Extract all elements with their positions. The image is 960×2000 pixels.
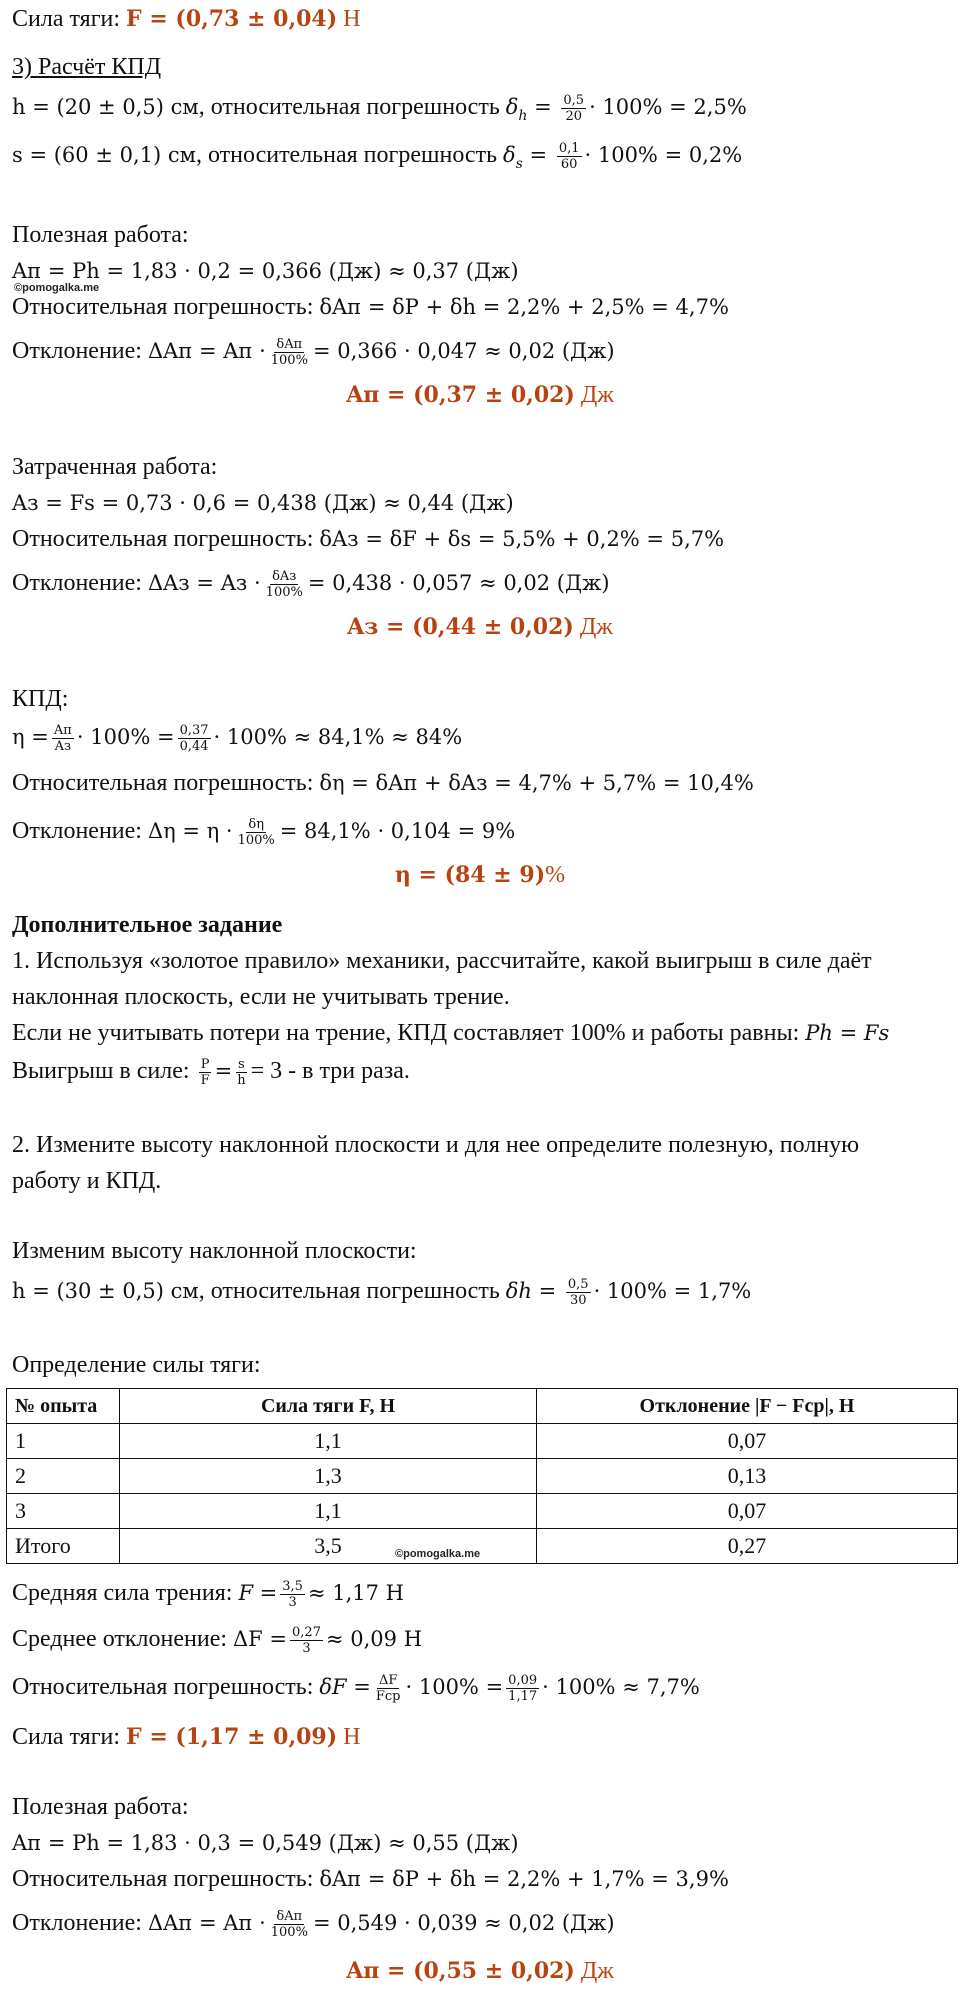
table-total-row: Итого 3,5 0,27	[7, 1529, 958, 1564]
table-header-row	[7, 1389, 958, 1424]
efficiency-deviation: Отклонение: Δη = η · $\frac{\delta\eta}{100\%}$ = 84,1% · 0,104 = 9%	[12, 816, 516, 848]
useful-2-deviation: Отклонение: ΔAп = Aп · $\frac{\text{δAп}}{100\%}$ = 0,549 · 0,039 ≈ 0,02 (Дж)	[12, 1908, 615, 1940]
spent-rel-error: Относительная погрешность: δAз = δF + δs = 5,5% + 0,2% = 5,7%	[12, 526, 725, 552]
section-heading: 3) Расчёт КПД	[12, 54, 162, 80]
force-gain: Выигрыш в силе: $\frac{P}{F}$ = $\frac{s}{h}$ = 3 - в три раза.	[12, 1056, 410, 1088]
s-line: s = (60 ± 0,1) см, относительная погрешность $\delta_s$ = $\frac{0,1}{60}$ · 100% = 0,2%	[12, 140, 743, 172]
col-header-trial: № опыта	[7, 1389, 120, 1424]
useful-work-2-formula: Aп = Ph = 1,83 · 0,3 = 0,549 (Дж) ≈ 0,55 (Дж)	[12, 1831, 519, 1855]
useful-rel-error: Относительная погрешность: δAп = δP + δh = 2,2% + 2,5% = 4,7%	[12, 294, 729, 320]
question-2-line1: 2. Измените высоту наклонной плоскости и для нее определите полезную, полную	[12, 1132, 860, 1158]
average-force: Средняя сила трения: F = $\frac{3,5}{3}$ ≈ 1,17 Н	[12, 1578, 404, 1610]
average-deviation: Среднее отклонение: ΔF = $\frac{0,27}{3}$ ≈ 0,09 Н	[12, 1624, 423, 1656]
force-rel-error: Относительная погрешность: δF = $\frac{\Delta F}{\text{Fcp}}$ · 100% = $\frac{0,09}{1,17}$ · 100% ≈ 7,7%	[12, 1672, 700, 1704]
height-change-title: Изменим высоту наклонной плоскости:	[12, 1238, 417, 1264]
efficiency-result: η = (84 ± 9)%	[394, 862, 566, 888]
watermark: ©pomogalka.me	[14, 282, 100, 294]
useful-2-result: Aп = (0,55 ± 0,02) Дж	[346, 1958, 614, 1984]
table-row: 3 1,1 0,07	[7, 1494, 958, 1529]
useful-2-rel-error: Относительная погрешность: δAп = δP + δh = 2,2% + 1,7% = 3,9%	[12, 1866, 729, 1892]
efficiency-rel-error: Относительная погрешность: δη = δAп + δAз = 4,7% + 5,7% = 10,4%	[12, 770, 754, 796]
force-result-line	[12, 4, 361, 34]
efficiency-title: КПД:	[12, 686, 69, 712]
question-1-line2: наклонная плоскость, если не учитывать трение.	[12, 984, 510, 1010]
useful-deviation: Отклонение: ΔAп = Aп · $\frac{\text{δAп}}{100\%}$ = 0,366 · 0,047 ≈ 0,02 (Дж)	[12, 336, 615, 368]
spent-deviation: Отклонение: ΔAз = Aз · $\frac{\text{δAз}}{100\%}$ = 0,438 · 0,057 ≈ 0,02 (Дж)	[12, 568, 610, 600]
force-result-2: Сила тяги: F = (1,17 ± 0,09) Н	[12, 1724, 361, 1750]
h2-line: h = (30 ± 0,5) см, относительная погрешность δh = $\frac{0,5}{30}$ · 100% = 1,7%	[12, 1276, 752, 1308]
force-determination-title: Определение силы тяги:	[12, 1352, 261, 1378]
useful-work-formula: Aп = Ph = 1,83 · 0,2 = 0,366 (Дж) ≈ 0,37 (Дж)	[12, 259, 519, 283]
useful-result: Aп = (0,37 ± 0,02) Дж	[346, 382, 614, 408]
question-1-line1: 1. Используя «золотое правило» механики, рассчитайте, какой выигрыш в силе даёт	[12, 948, 872, 974]
answer-1-text: Если не учитывать потери на трение, КПД составляет 100% и работы равны: Ph = Fs	[12, 1020, 890, 1046]
spent-result: Aз = (0,44 ± 0,02) Дж	[347, 614, 613, 640]
spent-work-formula: Aз = Fs = 0,73 · 0,6 = 0,438 (Дж) ≈ 0,44 (Дж)	[12, 491, 514, 515]
force-label: Сила тяги:	[12, 6, 127, 32]
table-row: 1 1,1 0,07	[7, 1424, 958, 1459]
useful-work-title: Полезная работа:	[12, 222, 189, 248]
extra-task-title: Дополнительное задание	[12, 912, 283, 938]
efficiency-formula: η = $\frac{Aп}{Aз}$ · 100% = $\frac{0,37}{0,44}$ · 100% ≈ 84,1% ≈ 84%	[12, 722, 463, 754]
force-table	[6, 1388, 958, 1564]
col-header-force: Сила тяги F, Н	[120, 1389, 537, 1424]
col-header-deviation: Отклонение |F − Fcp|, Н	[537, 1389, 958, 1424]
h-line: h = (20 ± 0,5) см, относительная погрешность $\delta_h$ = $\frac{0,5}{20}$ · 100% = 2,5%	[12, 92, 747, 124]
table-row: 2 1,3 0,13	[7, 1459, 958, 1494]
question-2-line2: работу и КПД.	[12, 1168, 162, 1194]
spent-work-title: Затраченная работа:	[12, 454, 218, 480]
useful-work-2-title: Полезная работа:	[12, 1794, 189, 1820]
watermark: ©pomogalka.me	[395, 1548, 481, 1560]
force-result: F = (0,73 ± 0,04) Н	[126, 6, 361, 32]
